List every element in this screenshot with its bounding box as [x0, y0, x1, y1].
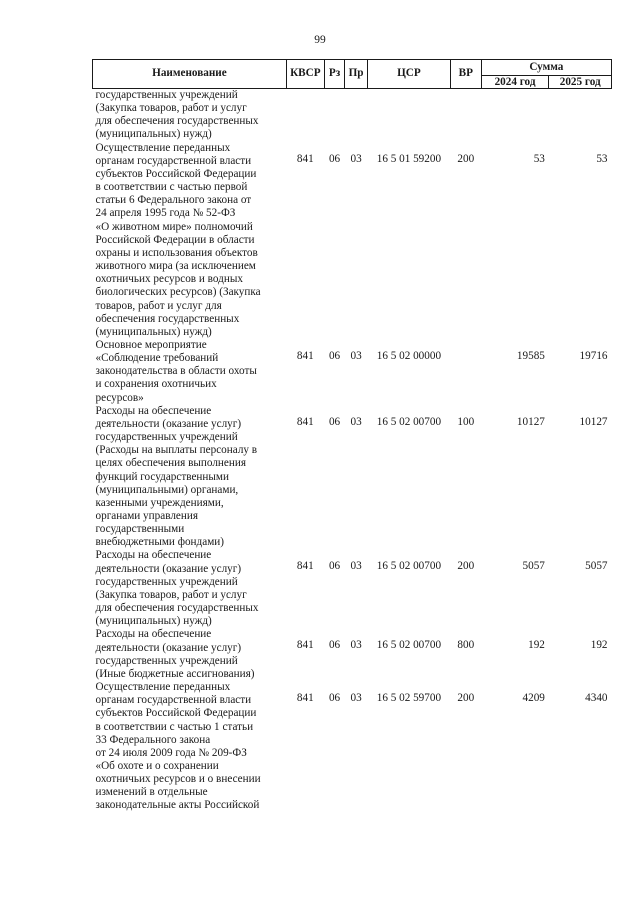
- name-line: государственными: [95, 523, 185, 536]
- name-line: (Закупка товаров, работ и услуг: [95, 588, 247, 601]
- name-line: «Об охоте и о сохранении: [95, 759, 219, 772]
- cell-csr: 16 5 01 59200: [376, 152, 442, 165]
- table-row: [93, 681, 612, 813]
- table-body: [93, 89, 612, 813]
- name-line: (муниципальных) нужд): [95, 325, 212, 338]
- name-line: (Расходы на выплаты персоналу в: [95, 444, 258, 457]
- name-line: функций государственными: [95, 470, 229, 483]
- cell-rz: 06: [328, 692, 341, 705]
- name-line: государственных учреждений: [95, 575, 238, 588]
- header-name: Наименование: [93, 60, 287, 89]
- name-line: органам государственной власти: [95, 694, 252, 707]
- table-header: [93, 60, 612, 89]
- name-line: деятельности (оказание услуг): [95, 562, 242, 575]
- cell-sum-2024: 53: [533, 152, 545, 165]
- cell-pr: 03: [350, 560, 362, 573]
- cell-vr: 200: [457, 692, 475, 705]
- cell-rz: 06: [328, 560, 341, 573]
- name-line: казенными учреждениями,: [95, 496, 224, 509]
- table-row: [93, 405, 612, 550]
- cell-vr: 100: [457, 415, 475, 428]
- name-line: охраны и использования объектов: [95, 246, 258, 259]
- cell-rz: [324, 89, 345, 142]
- cell-sum-2024: 4209: [522, 692, 545, 705]
- cell-csr: 16 5 02 00000: [376, 349, 442, 362]
- cell-name: [93, 628, 287, 681]
- cell-kvsr: 841: [296, 349, 314, 362]
- table-row: [93, 339, 612, 405]
- cell-pr: 03: [350, 349, 362, 362]
- page-number: 99: [314, 34, 326, 46]
- table-row: [93, 628, 612, 681]
- cell-sum-2024: [481, 89, 549, 142]
- cell-sum-2025: [549, 89, 612, 142]
- cell-pr: 03: [350, 152, 362, 165]
- name-line: обеспечения государственных: [95, 312, 240, 325]
- name-line: «О животном мире» полномочий: [95, 220, 253, 233]
- name-line: (муниципальных) нужд): [95, 615, 212, 628]
- name-line: Расходы на обеспечение: [95, 404, 212, 417]
- name-line: биологических ресурсов) (Закупка: [95, 286, 261, 299]
- cell-vr: [450, 89, 481, 142]
- name-line: для обеспечения государственных: [95, 115, 259, 128]
- name-line: законодательства в области охоты: [95, 365, 257, 378]
- cell-kvsr: 841: [296, 152, 314, 165]
- name-line: ресурсов»: [95, 391, 144, 404]
- header-year-2024: 2024 год: [481, 76, 549, 89]
- name-line: законодательные акты Российской: [95, 799, 260, 812]
- cell-sum-2025: 19716: [579, 349, 608, 362]
- cell-sum-2025: 53: [596, 152, 608, 165]
- name-line: животного мира (за исключением: [95, 260, 256, 273]
- header-vr: ВР: [450, 60, 481, 89]
- cell-sum-2025: 10127: [579, 415, 608, 428]
- name-line: статьи 6 Федерального закона от: [95, 194, 252, 207]
- name-line: Расходы на обеспечение: [95, 628, 212, 641]
- cell-name: [93, 681, 287, 813]
- table-row: [93, 549, 612, 628]
- name-line: в соответствии с частью 1 статьи: [95, 720, 254, 733]
- name-line: (муниципальных) нужд): [95, 128, 212, 141]
- cell-name: [93, 142, 287, 339]
- cell-csr: 16 5 02 00700: [376, 415, 442, 428]
- cell-sum-2024: 19585: [516, 349, 545, 362]
- header-sum: Сумма: [481, 60, 611, 76]
- header-year-2025: 2025 год: [549, 76, 612, 89]
- header-rz: Рз: [324, 60, 345, 89]
- name-line: органами управления: [95, 510, 199, 522]
- budget-table: [92, 59, 612, 813]
- cell-rz: 06: [328, 152, 341, 165]
- cell-kvsr: 841: [296, 639, 314, 652]
- cell-pr: 03: [350, 415, 362, 428]
- name-line: и сохранения охотничьих: [95, 378, 217, 391]
- cell-kvsr: 841: [296, 560, 314, 573]
- name-line: изменений в отдельные: [95, 786, 208, 799]
- cell-sum-2025: 5057: [585, 560, 608, 573]
- name-line: 24 апреля 1995 года № 52-ФЗ: [95, 207, 236, 220]
- cell-csr: [367, 89, 450, 142]
- name-line: Расходы на обеспечение: [95, 549, 212, 562]
- name-line: органам государственной власти: [95, 154, 252, 167]
- name-line: внебюджетными фондами): [95, 536, 224, 549]
- header-kvsr: КВСР: [286, 60, 324, 89]
- cell-pr: [345, 89, 368, 142]
- name-line: целях обеспечения выполнения: [95, 457, 246, 470]
- cell-name: [93, 89, 287, 142]
- cell-vr: [450, 339, 481, 405]
- name-line: «Соблюдение требований: [95, 352, 219, 365]
- cell-name: [93, 405, 287, 550]
- name-line: в соответствии с частью первой: [95, 181, 248, 194]
- cell-sum-2025: 192: [590, 639, 608, 652]
- name-line: товаров, работ и услуг для: [95, 299, 222, 312]
- name-line: Российской Федерации в области: [95, 233, 255, 246]
- name-line: (Иные бюджетные ассигнования): [95, 667, 255, 680]
- cell-name: [93, 339, 287, 405]
- cell-rz: 06: [328, 639, 341, 652]
- header-pr: Пр: [345, 60, 368, 89]
- cell-kvsr: 841: [296, 415, 314, 428]
- cell-sum-2024: 192: [528, 639, 545, 652]
- name-line: охотничьих ресурсов и о внесении: [95, 773, 261, 786]
- cell-csr: 16 5 02 00700: [376, 639, 442, 652]
- name-line: 33 Федерального закона: [95, 733, 211, 746]
- cell-pr: 03: [350, 692, 362, 705]
- cell-pr: 03: [350, 639, 362, 652]
- name-line: Осуществление переданных: [95, 681, 231, 694]
- name-line: субъектов Российской Федерации: [95, 707, 257, 720]
- name-line: деятельности (оказание услуг): [95, 641, 242, 654]
- cell-sum-2024: 5057: [522, 560, 545, 573]
- name-line: (муниципальными) органами,: [95, 483, 239, 496]
- name-line: государственных учреждений: [95, 89, 238, 101]
- table-row: [93, 89, 612, 142]
- cell-vr: 200: [457, 560, 475, 573]
- cell-vr: 200: [457, 152, 475, 165]
- cell-name: [93, 549, 287, 628]
- cell-kvsr: [286, 89, 324, 142]
- header-csr: ЦСР: [367, 60, 450, 89]
- name-line: охотничьих ресурсов и водных: [95, 273, 243, 286]
- name-line: Основное мероприятие: [95, 338, 207, 351]
- name-line: государственных учреждений: [95, 654, 238, 667]
- name-line: деятельности (оказание услуг): [95, 417, 242, 430]
- name-line: Осуществление переданных: [95, 141, 231, 154]
- cell-csr: 16 5 02 59700: [376, 692, 442, 705]
- cell-vr: 800: [457, 639, 475, 652]
- name-line: субъектов Российской Федерации: [95, 167, 257, 180]
- name-line: для обеспечения государственных: [95, 602, 259, 615]
- cell-kvsr: 841: [296, 692, 314, 705]
- table-row: [93, 142, 612, 339]
- name-line: (Закупка товаров, работ и услуг: [95, 102, 247, 115]
- cell-sum-2024: 10127: [516, 415, 545, 428]
- cell-csr: 16 5 02 00700: [376, 560, 442, 573]
- cell-rz: 06: [328, 349, 341, 362]
- name-line: от 24 июля 2009 года № 209-ФЗ: [95, 746, 247, 759]
- cell-rz: 06: [328, 415, 341, 428]
- cell-sum-2025: 4340: [585, 692, 608, 705]
- name-line: государственных учреждений: [95, 431, 238, 444]
